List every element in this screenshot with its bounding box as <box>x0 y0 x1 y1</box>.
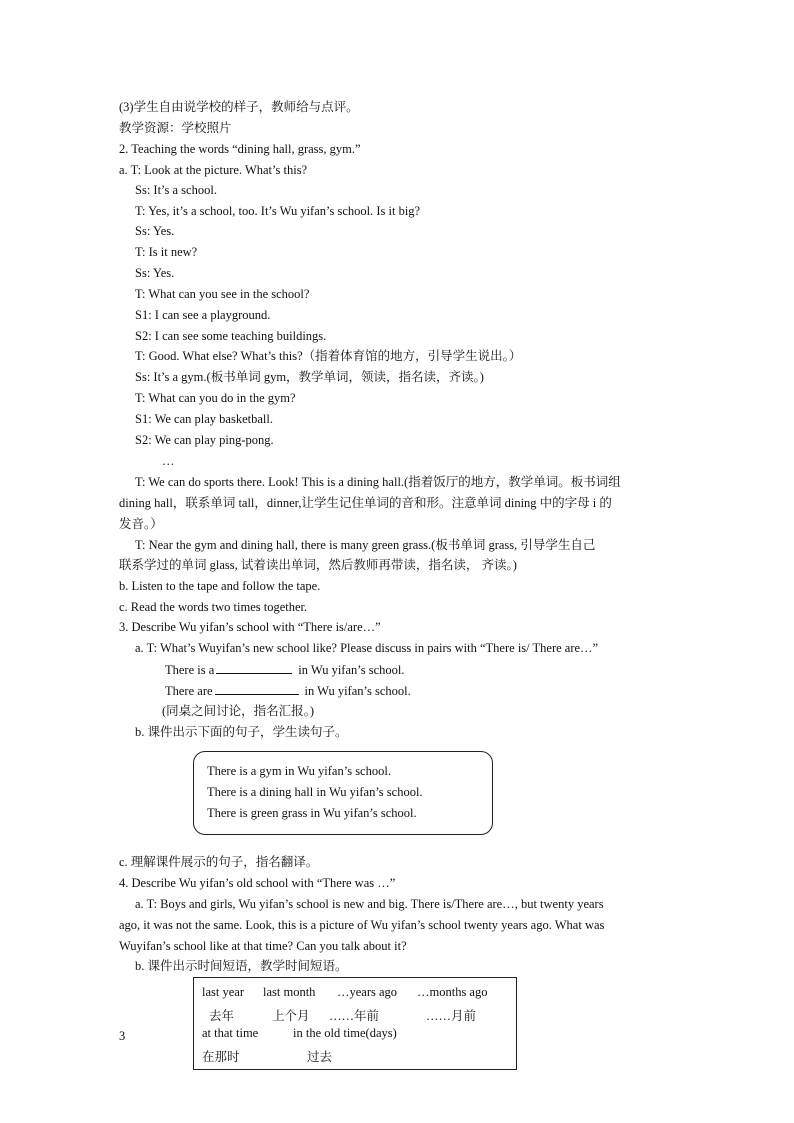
dialogue-line: S1: We can play basketball. <box>135 412 273 426</box>
phrase-translation: ……月前 <box>426 1009 477 1023</box>
text-line: 联系学过的单词 glass, 试着读出单词，然后教师再带读，指名读， 齐读。) <box>119 558 517 572</box>
dialogue-line: Ss: It’s a school. <box>135 183 217 197</box>
text-line: c. Read the words two times together. <box>119 600 308 614</box>
fill-in-suffix: in Wu yifan’s school. <box>304 684 411 698</box>
text-line: 教学资源：学校照片 <box>119 121 232 135</box>
dialogue-line: T: Is it new? <box>135 245 198 259</box>
sentence-box <box>193 751 493 835</box>
phrase: at that time <box>202 1026 259 1040</box>
sentence: There is a gym in Wu yifan’s school. <box>207 764 391 778</box>
dialogue-line: T: What can you see in the school? <box>135 287 310 301</box>
dialogue-line: Ss: Yes. <box>135 224 175 238</box>
text-line: c. 理解课件展示的句子，指名翻译。 <box>119 855 319 869</box>
phrase-translation: ……年前 <box>329 1009 380 1023</box>
phrase: in the old time(days) <box>293 1026 397 1040</box>
dialogue-line: Ss: Yes. <box>135 266 175 280</box>
fill-in-line <box>165 661 404 678</box>
fill-in-prefix: There are <box>165 684 213 698</box>
text-line: b. 课件出示时间短语，教学时间短语。 <box>135 959 348 973</box>
sentence: There is green grass in Wu yifan’s school. <box>207 806 417 820</box>
phrase: last year <box>202 985 244 999</box>
text-line: a. T: What’s Wuyifan’s new school like? Please discuss in pairs with “There is/ There are…” <box>135 641 599 655</box>
dialogue-line: S2: We can play ping-pong. <box>135 433 274 447</box>
text-line: b. Listen to the tape and follow the tape. <box>119 579 321 593</box>
fill-in-suffix: in Wu yifan’s school. <box>298 663 405 677</box>
sentence: There is a dining hall in Wu yifan’s school. <box>207 785 423 799</box>
text-line: ago, it was not the same. Look, this is a picture of Wu yifan’s school twenty years ago. What was <box>119 918 605 932</box>
answer-blank <box>215 682 299 695</box>
phrase-translation: 过去 <box>307 1050 333 1064</box>
dialogue-line: S1: I can see a playground. <box>135 308 271 322</box>
dialogue-line: T: Good. What else? What’s this?（指着体育馆的地方，引导学生说出。） <box>135 349 522 363</box>
text-line: b. 课件出示下面的句子，学生读句子。 <box>135 725 348 739</box>
phrase-translation: 在那时 <box>202 1050 240 1064</box>
dialogue-line: T: Yes, it’s a school, too. It’s Wu yifan’s school. Is it big? <box>135 204 421 218</box>
fill-in-prefix: There is a <box>165 663 215 677</box>
phrase-translation: 去年 <box>209 1009 235 1023</box>
text-line: 发音。） <box>119 517 163 531</box>
section-heading: 4. Describe Wu yifan’s old school with “There was …” <box>119 876 396 890</box>
dialogue-line: T: What can you do in the gym? <box>135 391 296 405</box>
text-line: Wuyifan’s school like at that time? Can you talk about it? <box>119 939 407 953</box>
section-heading: 2. Teaching the words “dining hall, grass, gym.” <box>119 142 361 156</box>
phrase-translation: 上个月 <box>272 1009 310 1023</box>
section-heading: 3. Describe Wu yifan’s school with “There is/are…” <box>119 620 381 634</box>
answer-blank <box>216 661 292 674</box>
text-line: (3)学生自由说学校的样子，教师给与点评。 <box>119 100 359 114</box>
dialogue-line: T: We can do sports there. Look! This is a dining hall.(指着饭厅的地方，教学单词。板书词组 <box>135 475 621 489</box>
text-line: (同桌之间讨论，指名汇报。) <box>162 704 315 718</box>
fill-in-line <box>165 682 411 699</box>
text-line: a. T: Boys and girls, Wu yifan’s school is new and big. There is/There are…, but twenty years <box>135 897 604 911</box>
phrase: …months ago <box>417 985 488 999</box>
phrase: last month <box>263 985 316 999</box>
page-number: 3 <box>119 1029 126 1043</box>
text-line: dining hall，联系单词 tall，dinner,让学生记住单词的音和形。注意单词 dining 中的字母 i 的 <box>119 496 612 510</box>
phrase: …years ago <box>337 985 398 999</box>
time-phrase-box <box>193 977 517 1070</box>
dialogue-line: Ss: It’s a gym.(板书单词 gym，教学单词，领读，指名读，齐读。) <box>135 370 484 384</box>
ellipsis: … <box>162 454 175 468</box>
dialogue-line: S2: I can see some teaching buildings. <box>135 329 327 343</box>
dialogue-line: T: Near the gym and dining hall, there is many green grass.(板书单词 grass, 引导学生自己 <box>135 538 596 552</box>
text-line: a. T: Look at the picture. What’s this? <box>119 163 308 177</box>
